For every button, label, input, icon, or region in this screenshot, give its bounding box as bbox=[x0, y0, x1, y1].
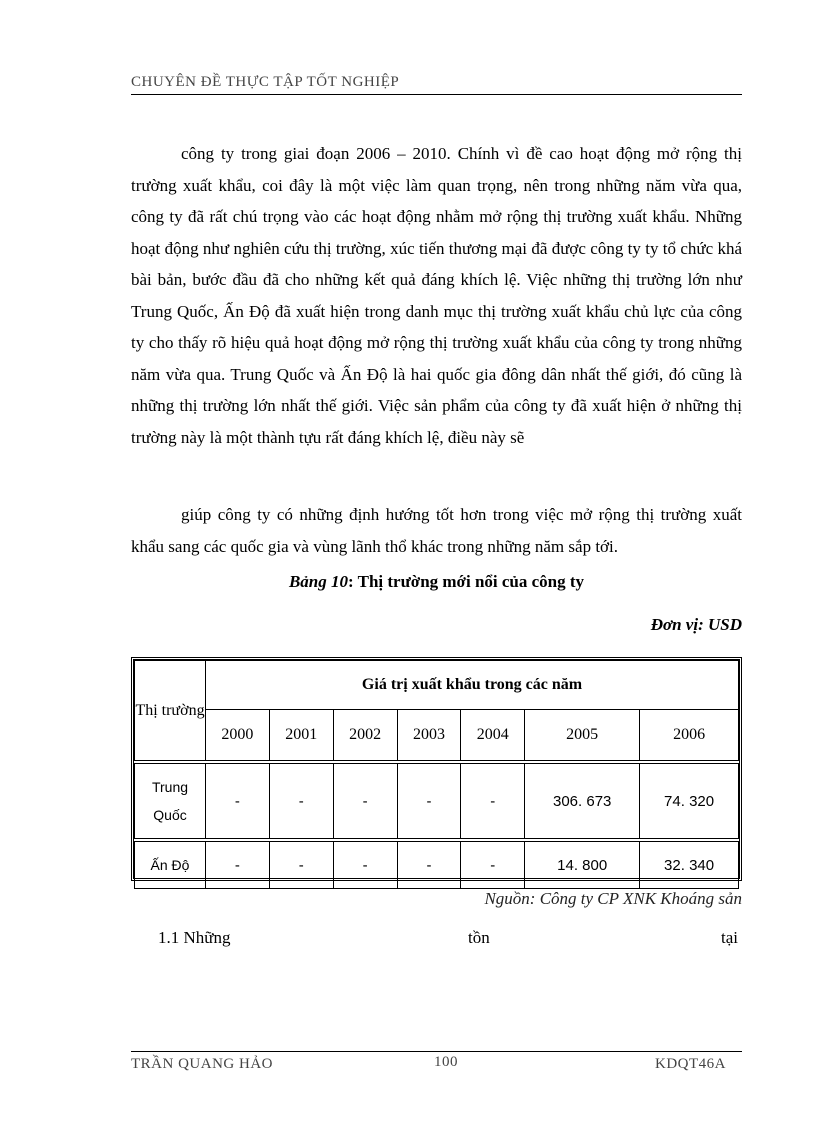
year-header: 2004 bbox=[461, 710, 525, 763]
page-number: 100 bbox=[434, 1054, 458, 1070]
header-title: CHUYÊN ĐỀ THỰC TẬP TỐT NGHIỆP bbox=[131, 74, 400, 90]
year-header: 2001 bbox=[269, 710, 333, 763]
table-unit: Đơn vị: USD bbox=[650, 615, 742, 634]
table-caption-text: : Thị trường mới nổi của công ty bbox=[348, 572, 585, 591]
export-table-grid bbox=[134, 660, 739, 889]
paragraph-2 bbox=[131, 499, 742, 562]
paragraph-1-text: công ty trong giai đoạn 2006 – 2010. Chính vì đề cao hoạt động mở rộng thị trường xuất khẩu, coi đây là một việc làm quan trọng, nên trong những năm vừa qua, công ty đã rất chú trọng vào các hoạt động nhằm mở rộng thị trường xuất khẩu. Những hoạt động như nghiên cứu thị trường, xúc tiến thương mại đã được công ty ty tổ chức khá bài bản, bước đầu đã cho những kết quả đáng khích lệ. Việc những thị trường lớn như Trung Quốc, Ấn Độ đã xuất hiện trong danh mục thị trường xuất khẩu chủ lực của công ty cho thấy rõ hiệu quả hoạt động mở rộng thị trường xuất khẩu của công ty trong những năm vừa qua. Trung Quốc và Ấn Độ là hai quốc gia đông dân nhất thế giới, đó cũng là những thị trường lớn nhất thế giới. Việc sản phẩm của công ty đã xuất hiện ở những thị trường này là một thành tựu rất đáng khích lệ, điều này sẽ bbox=[131, 144, 742, 447]
year-header: 2005 bbox=[525, 710, 640, 763]
section-heading-part3: tại bbox=[721, 928, 738, 947]
year-header: 2000 bbox=[206, 710, 270, 763]
value-cell: 32. 340 bbox=[640, 840, 739, 889]
table-row bbox=[135, 762, 739, 840]
section-heading-part1: 1.1 Những bbox=[158, 928, 231, 947]
value-cell: 14. 800 bbox=[525, 840, 640, 889]
table-row bbox=[135, 840, 739, 889]
table-header-row bbox=[135, 661, 739, 710]
market-cell: Ấn Độ bbox=[135, 840, 206, 889]
market-cell: Trung Quốc bbox=[135, 762, 206, 840]
footer-class: KDQT46A bbox=[655, 1056, 726, 1072]
stub-header: Thị trường bbox=[135, 661, 206, 763]
value-cell: - bbox=[206, 762, 270, 840]
value-cell: - bbox=[397, 840, 461, 889]
group-header: Giá trị xuất khẩu trong các năm bbox=[206, 661, 739, 710]
year-header: 2002 bbox=[333, 710, 397, 763]
value-cell: - bbox=[461, 840, 525, 889]
section-heading bbox=[131, 928, 742, 952]
paragraph-1 bbox=[131, 138, 742, 453]
value-cell: - bbox=[269, 762, 333, 840]
value-cell: - bbox=[333, 840, 397, 889]
value-cell: 74. 320 bbox=[640, 762, 739, 840]
page-footer bbox=[131, 1051, 742, 1076]
paragraph-2-text: giúp công ty có những định hướng tốt hơn trong việc mở rộng thị trường xuất khẩu sang các quốc gia và vùng lãnh thổ khác trong những năm sắp tới. bbox=[131, 505, 742, 556]
value-cell: - bbox=[333, 762, 397, 840]
export-table bbox=[131, 657, 742, 881]
year-header: 2006 bbox=[640, 710, 739, 763]
table-caption-label: Bảng 10 bbox=[288, 572, 348, 591]
section-heading-part2: tồn bbox=[468, 928, 490, 947]
value-cell: - bbox=[269, 840, 333, 889]
value-cell: - bbox=[397, 762, 461, 840]
value-cell: 306. 673 bbox=[525, 762, 640, 840]
table-source: Nguồn: Công ty CP XNK Khoáng sản bbox=[484, 889, 742, 908]
table-year-row bbox=[135, 710, 739, 763]
page-header bbox=[131, 72, 742, 95]
value-cell: - bbox=[206, 840, 270, 889]
footer-author: TRẦN QUANG HẢO bbox=[131, 1056, 273, 1072]
year-header: 2003 bbox=[397, 710, 461, 763]
value-cell: - bbox=[461, 762, 525, 840]
table-caption bbox=[131, 572, 742, 592]
